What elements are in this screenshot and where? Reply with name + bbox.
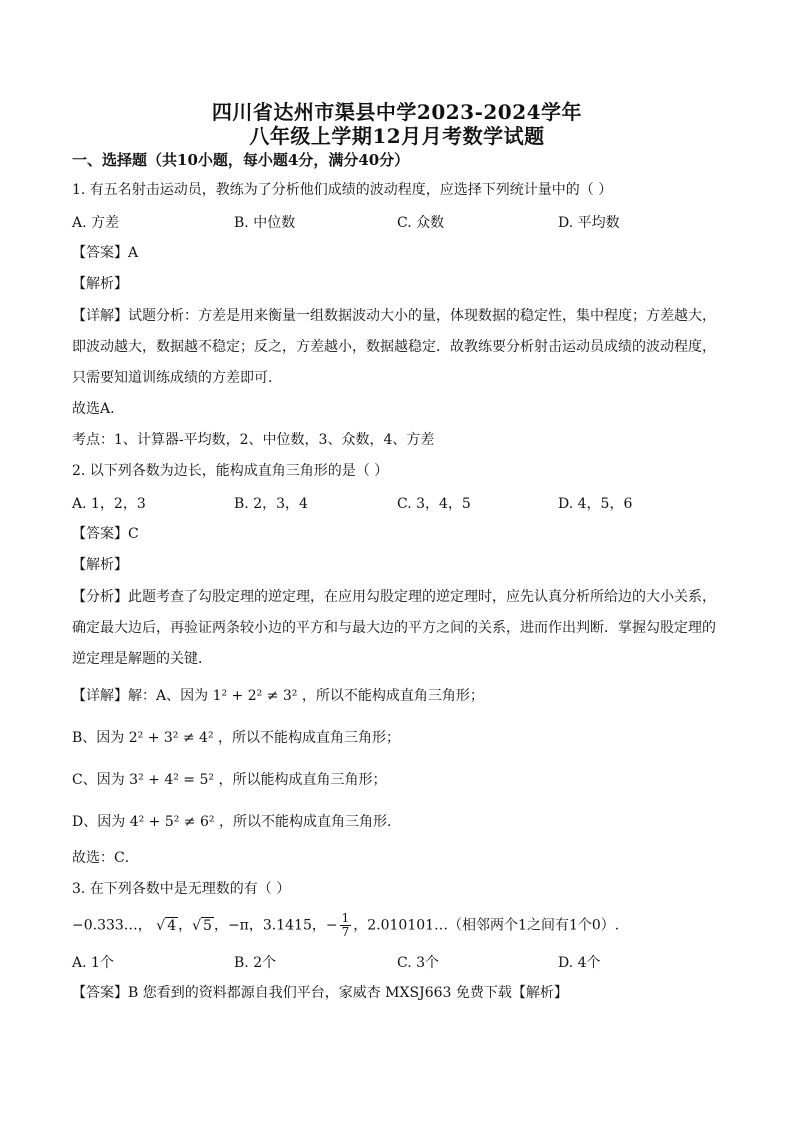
q2-option-c: C. 3，4，5 bbox=[397, 496, 471, 512]
q2-detail-d-math: 4² + 5² ≠ 6² bbox=[129, 814, 215, 830]
q3-fraction-denominator: 7 bbox=[341, 925, 350, 939]
q2-choose: 故选：C． bbox=[72, 850, 139, 866]
question-1-options bbox=[72, 212, 732, 232]
q3-option-b: B. 2个 bbox=[234, 955, 277, 971]
q3-sqrt-4: √ 4 bbox=[156, 917, 177, 934]
q3-numbers: −0.333…， √ 4 ，√ 5 ，−π，3.1415，− $\frac{1}{7}$ ，2.010101…（相邻两个1之间有1个0）. bbox=[72, 911, 620, 939]
q2-detail-b bbox=[72, 728, 724, 748]
q3-sqrt-4-radicand: 4 bbox=[167, 917, 177, 934]
q2-analysis-tag: 【解析】 bbox=[72, 557, 128, 573]
question-2-options bbox=[72, 493, 732, 513]
q2-fenxi-line2: 确定最大边后，再验证两条较小边的平方和与最大边的平方之间的关系，进而作出判断．掌握勾股定理的 bbox=[72, 620, 716, 636]
q2-detail-a-math: 1² + 2² ≠ 3² bbox=[212, 688, 298, 704]
q3-sqrt-5-radicand: 5 bbox=[203, 917, 212, 934]
question-1-stem: 1. 有五名射击运动员，教练为了分析他们成绩的波动程度，应选择下列统计量中的（ ） bbox=[72, 182, 613, 198]
q3-fraction bbox=[340, 912, 352, 939]
q2-detail-a-suffix: ，所以不能构成直角三角形； bbox=[301, 688, 484, 704]
q3-num-1: −0.333…， bbox=[72, 917, 152, 934]
q2-detail-c-suffix: ，所以能构成直角三角形； bbox=[218, 772, 387, 788]
q2-detail-c-math: 3² + 4² = 5² bbox=[129, 772, 214, 788]
q2-option-d: D. 4，5，6 bbox=[558, 496, 633, 512]
q2-detail-d-suffix: ，所以不能构成直角三角形． bbox=[218, 814, 401, 830]
q1-option-d: D. 平均数 bbox=[558, 215, 620, 231]
q2-detail-b-math: 2² + 3² ≠ 4² bbox=[128, 730, 214, 746]
question-2-stem: 2. 以下列各数为边长，能构成直角三角形的是（ ） bbox=[72, 463, 389, 479]
q2-detail-a-prefix: 【详解】解：A、因为 bbox=[72, 688, 209, 704]
q1-option-b: B. 中位数 bbox=[234, 215, 296, 231]
q1-detail-line1: 【详解】试题分析：方差是用来衡量一组数据波动大小的量，体现数据的稳定性，集中程度；方差越大， bbox=[72, 308, 716, 324]
section-heading: 一、选择题（共10小题，每小题4分，满分40分） bbox=[72, 151, 410, 169]
q2-detail-b-suffix: ，所以不能构成直角三角形； bbox=[218, 730, 401, 746]
q3-sqrt-5: √ 5 bbox=[192, 917, 212, 934]
q2-detail-a bbox=[72, 686, 724, 706]
q1-option-a: A. 方差 bbox=[72, 215, 120, 231]
q2-fenxi-line1: 【分析】此题考查了勾股定理的逆定理，在应用勾股定理的逆定理时，应先认真分析所给边的大小关系， bbox=[72, 589, 716, 605]
q3-fraction-numerator: 1 bbox=[341, 911, 350, 925]
q3-answer-line: 【答案】B 您看到的资料都源自我们平台，家威杏 MXSJ663 免费下载【解析】 bbox=[72, 985, 568, 1001]
q2-fenxi-line3: 逆定理是解题的关键． bbox=[72, 651, 212, 667]
q1-answer: 【答案】A bbox=[72, 245, 139, 261]
document-title-line1: 四川省达州市渠县中学2023-2024学年 bbox=[211, 100, 583, 124]
q2-option-b: B. 2，3，4 bbox=[234, 496, 308, 512]
q3-option-c: C. 3个 bbox=[397, 955, 440, 971]
q2-detail-c bbox=[72, 770, 724, 790]
q1-option-c: C. 众数 bbox=[397, 215, 445, 231]
q1-choose: 故选A. bbox=[72, 401, 115, 417]
q1-detail-line3: 只需要知道训练成绩的方差即可． bbox=[72, 370, 282, 386]
question-3-stem: 3. 在下列各数中是无理数的有（ ） bbox=[72, 881, 291, 897]
q3-option-d: D. 4个 bbox=[558, 955, 601, 971]
q3-option-a: A. 1个 bbox=[72, 955, 114, 971]
q1-detail-line2: 即波动越大，数据越不稳定；反之，方差越小，数据越稳定．故教练要分析射击运动员成绩的波动程度， bbox=[72, 339, 716, 355]
q2-detail-b-prefix: B、因为 bbox=[72, 730, 125, 746]
q2-detail-d-prefix: D、因为 bbox=[72, 814, 126, 830]
q2-detail-c-prefix: C、因为 bbox=[72, 772, 125, 788]
q1-analysis-tag: 【解析】 bbox=[72, 276, 128, 292]
question-3-options bbox=[72, 952, 732, 972]
q2-answer: 【答案】C bbox=[72, 526, 139, 542]
q1-points: 考点：1、计算器-平均数，2、中位数，3、众数，4、方差 bbox=[72, 432, 435, 448]
q3-num-4: ，−π，3.1415，− bbox=[213, 917, 338, 934]
document-title-line2: 八年级上学期12月月考数学试题 bbox=[249, 124, 545, 148]
q3-num-5: ，2.010101…（相邻两个1之间有1个0）. bbox=[353, 917, 620, 934]
q2-option-a: A. 1，2，3 bbox=[72, 496, 146, 512]
q2-detail-d bbox=[72, 812, 724, 832]
